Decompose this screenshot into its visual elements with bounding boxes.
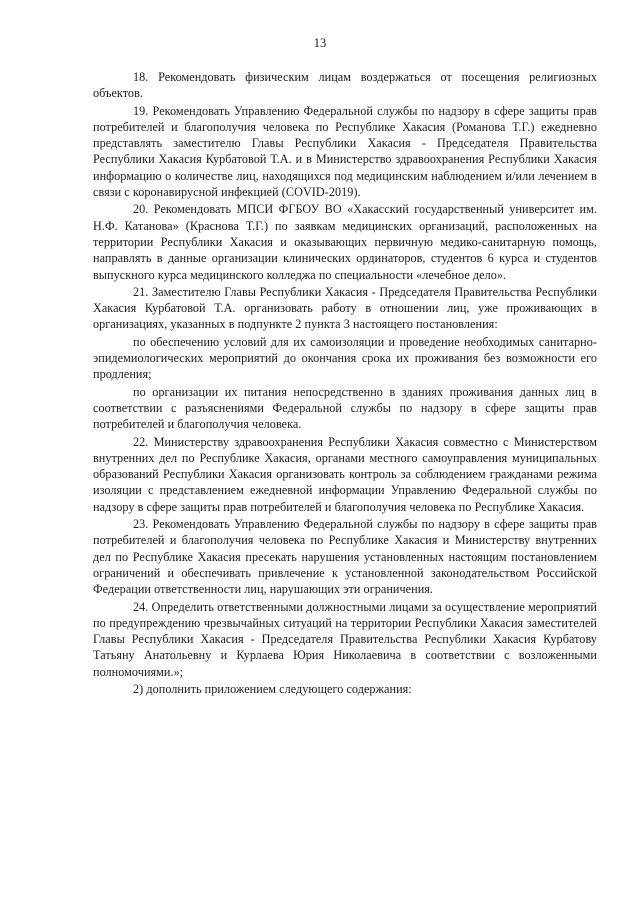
paragraph-21: 21. Заместителю Главы Республики Хакасия - Председателя Правительства Республики Хакасия Курбатовой Т.А. организовать работу в отношении лиц, уже проживающих в организациях, указанных в подпункте 2 пункта 3 настоящего постановления: <box>93 284 597 332</box>
paragraph-22: 22. Министерству здравоохранения Республики Хакасия совместно с Министерством внутренних дел по Республике Хакасия, органами местного самоуправления муниципальных образований Республики Хакасия организовать контроль за соблюдением гражданами режима изоляции с представлением ежедневной информации Управлению Федеральной службы по надзору в сфере защиты прав потребителей и благополучия человека по Республике Хакасия. <box>93 434 597 514</box>
paragraph-21-item-1: по обеспечению условий для их самоизоляции и проведение необходимых санитарно-эпидемиологических мероприятий до окончания срока их проживания без возможности его продления; <box>93 334 597 382</box>
amendment-item-2: 2) дополнить приложением следующего содержания: <box>133 681 412 696</box>
paragraph-19: 19. Рекомендовать Управлению Федеральной службы по надзору в сфере защиты прав потребителей и благополучия человека по Республике Хакасия (Романова Т.Г.) ежедневно представлять заместителю Главы Республики Хакасия - Председателя Правительства Республики Хакасия Курбатовой Т.А. и в Министерство здравоохранения Республики Хакасия информацию о количестве лиц, находящихся под медицинским наблюдением и/или лечением в связи с коронавирусной инфекцией (COVID-2019). <box>93 103 597 200</box>
paragraph-24: 24. Определить ответственными должностными лицами за осуществление мероприятий по предупреждению чрезвычайных ситуаций на территории Республики Хакасия заместителей Главы Республики Хакасия - Председателя Правительства Республики Хакасия Курбатову Татьяну Анатольевну и Курлаева Юрия Николаевича в соответствии с возложенными полномочиями.»; <box>93 599 597 679</box>
paragraph-23: 23. Рекомендовать Управлению Федеральной службы по надзору в сфере защиты прав потребителей и благополучия человека по Республике Хакасия и Министерству внутренних дел по Республике Хакасия пресекать нарушения установленных настоящим постановлением ограничений и обеспечивать привлечение к установленной законодательством Российской Федерации ответственности лиц, нарушающих эти ограничения. <box>93 517 597 597</box>
page-number: 13 <box>313 36 327 50</box>
paragraph-21-item-2: по организации их питания непосредственно в зданиях проживания данных лиц в соответствии с разъяснениями Федеральной службы по надзору в сфере защиты прав потребителей и благополучия человека. <box>93 384 597 432</box>
paragraph-20: 20. Рекомендовать МПСИ ФГБОУ ВО «Хакасский государственный университет им. Н.Ф. Катанова» (Краснова Т.Г.) по заявкам медицинских организаций, расположенных на территории Республики Хакасия и оказывающих первичную медико-санитарную помощь, направлять в данные организации клинических ординаторов, студентов 6 курса и студентов выпускного курса медицинского колледжа по специальности «лечебное дело». <box>93 202 597 282</box>
document-body <box>93 69 597 698</box>
paragraph-18: 18. Рекомендовать физическим лицам воздержаться от посещения религиозных объектов. <box>93 70 597 101</box>
